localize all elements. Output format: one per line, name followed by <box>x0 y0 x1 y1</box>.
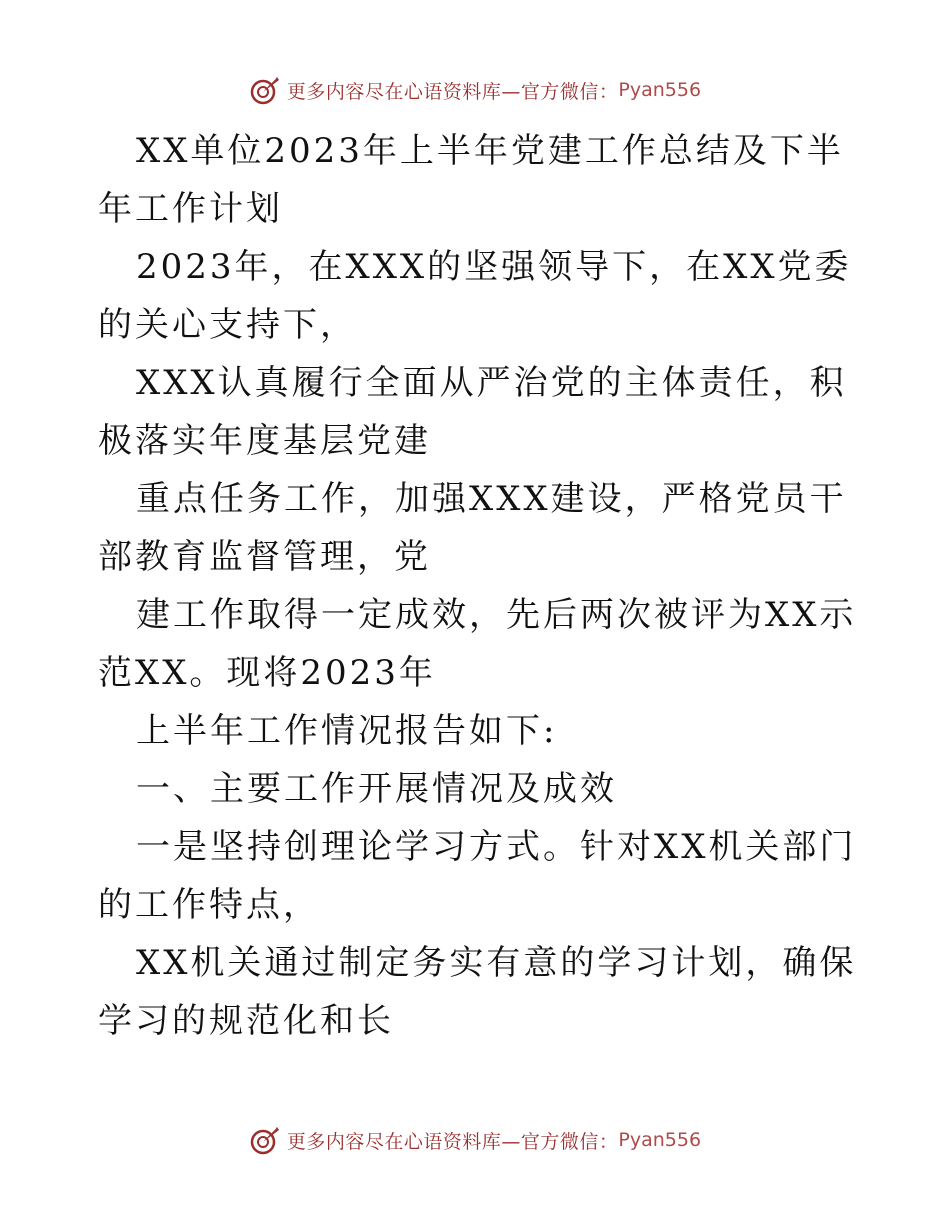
paragraph: XX机关通过制定务实有意的学习计划，确保学习的规范化和长 <box>98 943 857 1041</box>
paragraph: 2023年，在XXX的坚强领导下，在XX党委的关心支持下， <box>98 247 852 345</box>
quill-pen-logo-icon <box>249 1124 281 1156</box>
paragraph: 上半年工作情况报告如下: <box>136 711 558 751</box>
header-banner <box>0 70 950 110</box>
banner-contact: Pyan556 <box>618 1129 702 1151</box>
section-heading: 一、主要工作开展情况及成效 <box>136 769 617 809</box>
paragraph: 一是坚持创理论学习方式。针对XX机关部门的工作特点， <box>98 827 857 925</box>
document-body <box>98 122 858 1050</box>
paragraph: 重点任务工作，加强XXX建设，严格党员干部教育监督管理，党 <box>98 479 847 577</box>
document-title: XX单位2023年上半年党建工作总结及下半年工作计划 <box>98 131 844 229</box>
banner-text: 更多内容尽在心语资料库—官方微信： <box>286 80 619 103</box>
banner-contact: Pyan556 <box>618 79 702 101</box>
footer-banner <box>0 1120 950 1160</box>
paragraph: XXX认真履行全面从严治党的主体责任，积极落实年度基层党建 <box>98 363 847 461</box>
banner-text: 更多内容尽在心语资料库—官方微信： <box>286 1130 619 1153</box>
quill-pen-logo-icon <box>249 74 281 106</box>
paragraph: 建工作取得一定成效，先后两次被评为XX示范XX。现将2023年 <box>98 595 857 693</box>
